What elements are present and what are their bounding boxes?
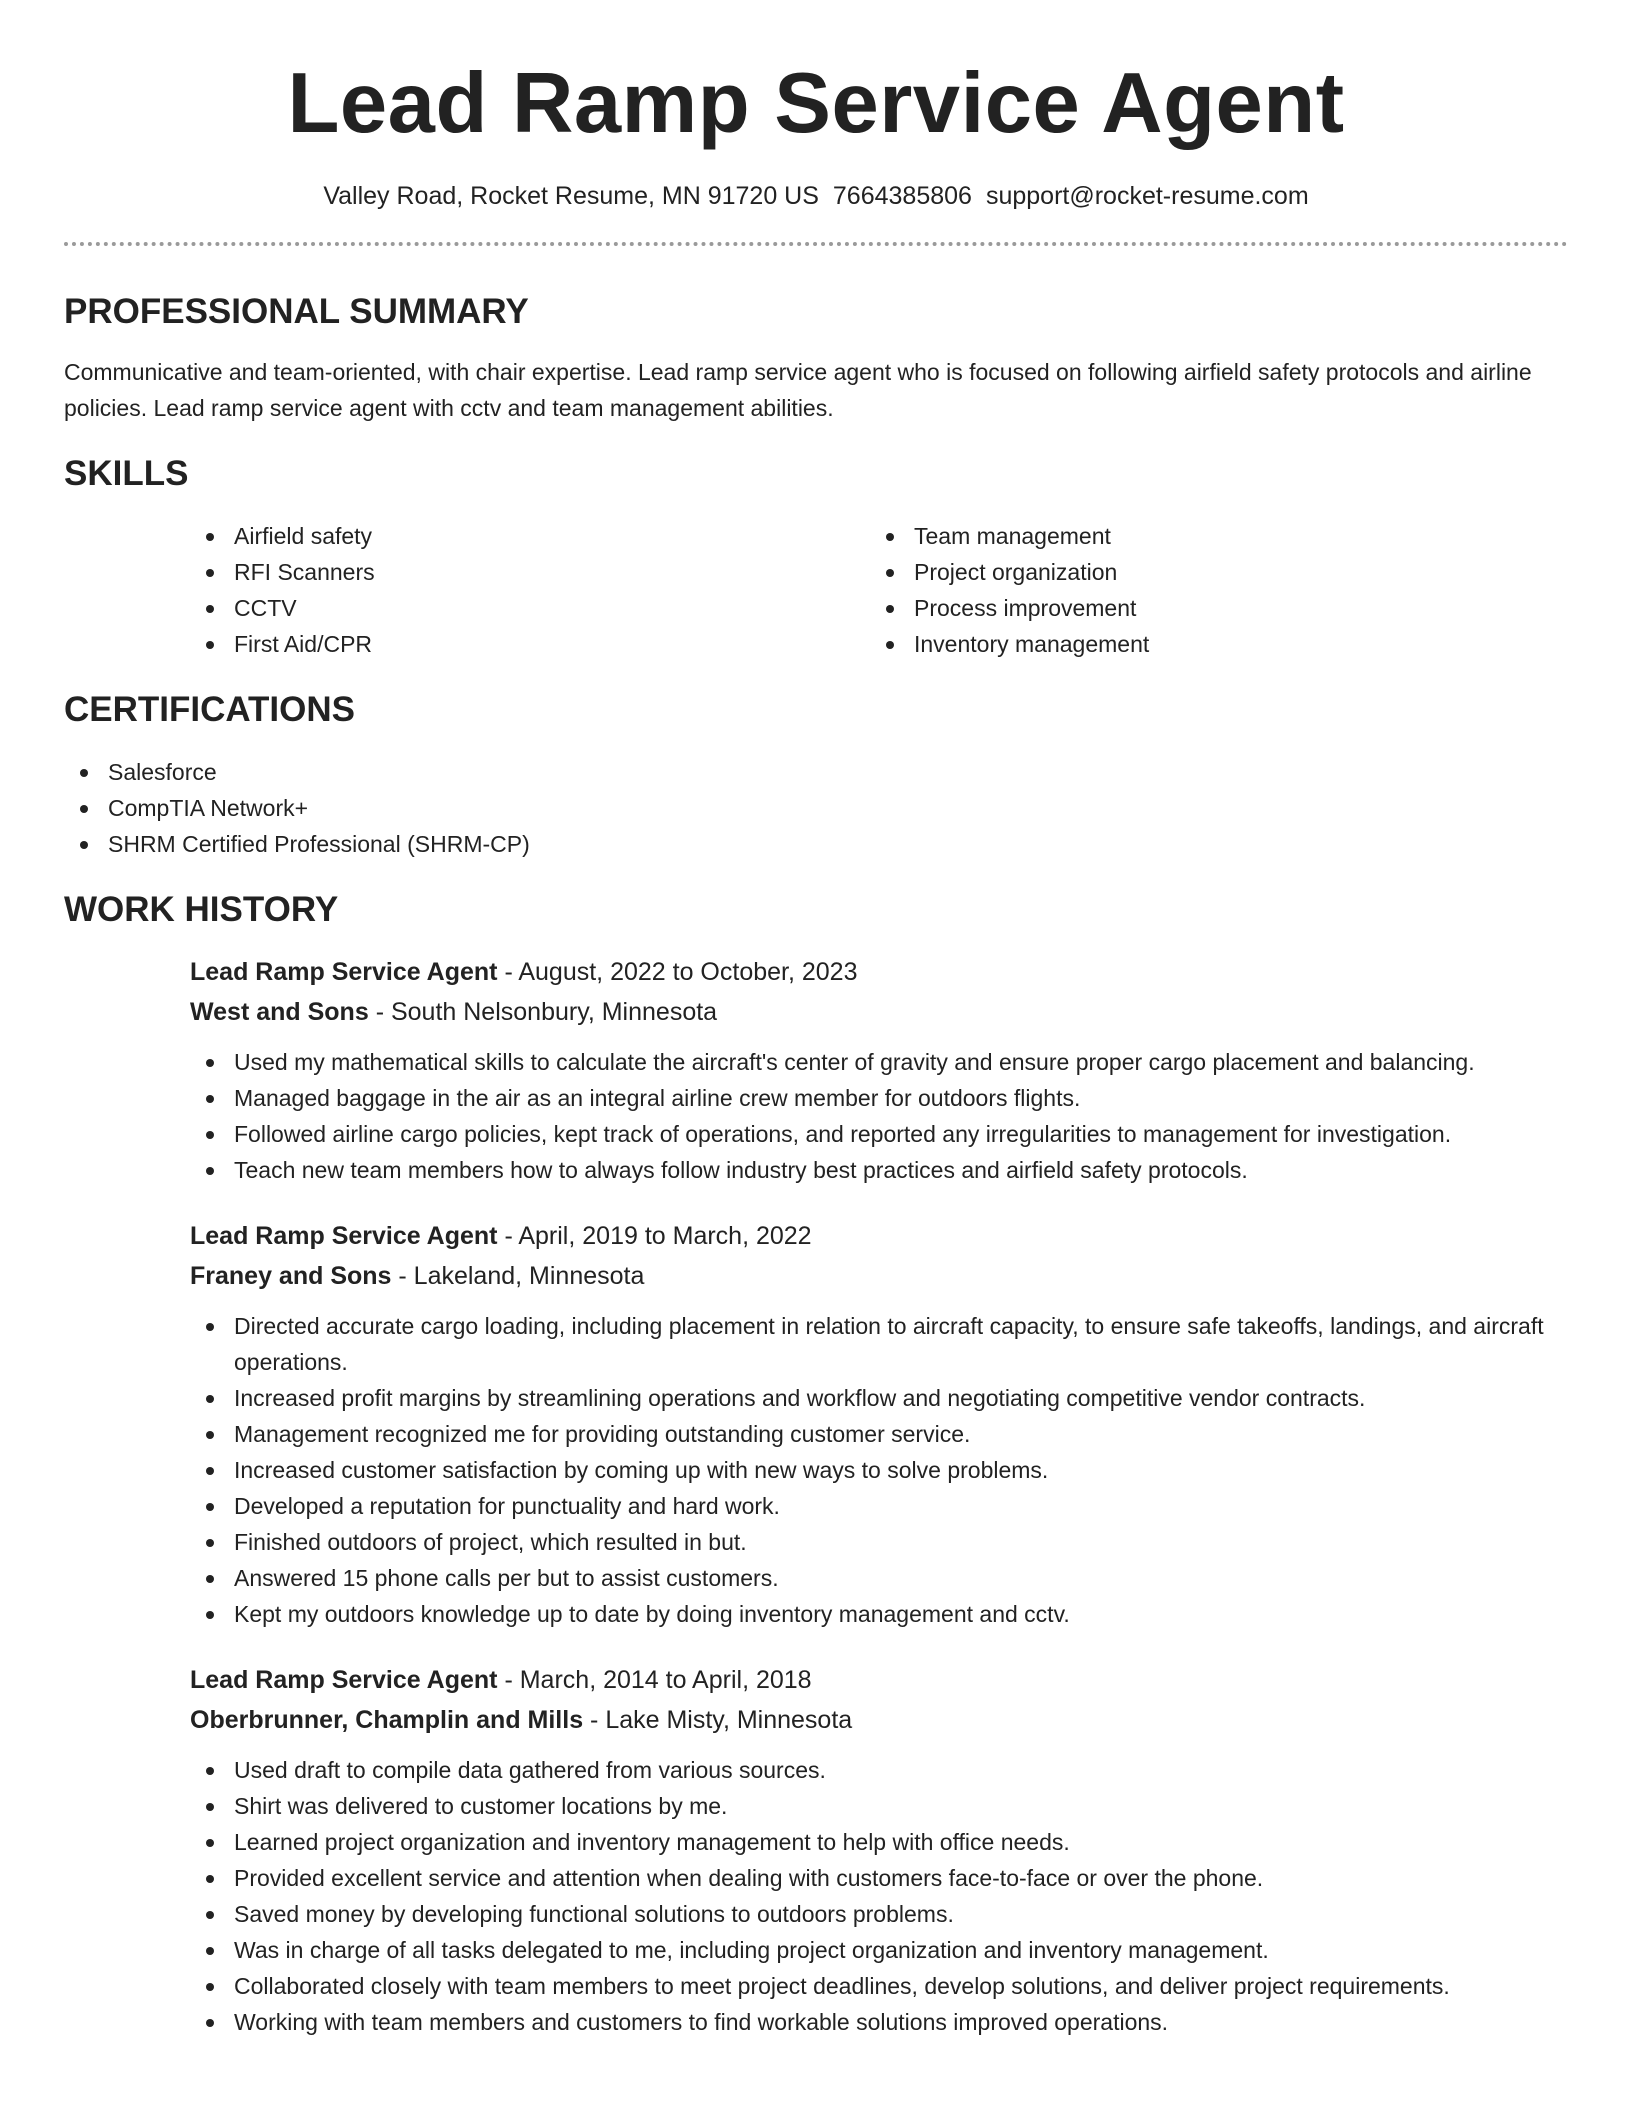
job-dates: - April, 2019 to March, 2022: [497, 1222, 812, 1250]
duty-item: Saved money by developing functional solutions to outdoors problems.: [190, 1896, 1568, 1932]
certification-item: CompTIA Network+: [64, 790, 1568, 826]
summary-text: Communicative and team-oriented, with chair expertise. Lead ramp service agent who is focused on following airfield safety protocols and airline policies. Lead ramp service agent with cctv and team management abilities.: [64, 359, 1532, 421]
job-company-line: [190, 992, 1568, 1032]
skills-grid: [190, 518, 1568, 662]
job-title-line: [190, 1660, 1568, 1700]
duty-item: Kept my outdoors knowledge up to date by doing inventory management and cctv.: [190, 1596, 1568, 1632]
duty-item: Was in charge of all tasks delegated to me, including project organization and inventory management.: [190, 1932, 1568, 1968]
job-company: West and Sons: [190, 998, 369, 1026]
skills-list-right: [870, 518, 1550, 662]
skill-item: CCTV: [190, 590, 870, 626]
certifications-heading: CERTIFICATIONS: [64, 690, 356, 729]
job-location: - Lakeland, Minnesota: [391, 1262, 645, 1290]
job-duties: [190, 1308, 1568, 1632]
duty-item: Collaborated closely with team members to meet project deadlines, develop solutions, and deliver project requirements.: [190, 1968, 1568, 2004]
job-entry: [190, 1660, 1568, 2040]
job-title-line: [190, 1216, 1568, 1256]
skill-item: Team management: [870, 518, 1550, 554]
skill-item: Project organization: [870, 554, 1550, 590]
duty-item: Developed a reputation for punctuality and hard work.: [190, 1488, 1568, 1524]
contact-email: support@rocket-resume.com: [985, 182, 1309, 210]
skills-list-left: [190, 518, 870, 662]
job-company: Oberbrunner, Champlin and Mills: [190, 1706, 584, 1734]
job-title-line: [190, 952, 1568, 992]
job-company-line: [190, 1700, 1568, 1740]
job-company-line: [190, 1256, 1568, 1296]
job-dates: - August, 2022 to October, 2023: [497, 958, 858, 986]
job-company: Franey and Sons: [190, 1262, 392, 1290]
header-divider: [64, 242, 1568, 246]
duty-item: Increased customer satisfaction by coming up with new ways to solve problems.: [190, 1452, 1568, 1488]
duty-item: Used draft to compile data gathered from various sources.: [190, 1752, 1568, 1788]
contact-phone: 7664385806: [832, 182, 972, 210]
job-duties: [190, 1752, 1568, 2040]
skill-item: Airfield safety: [190, 518, 870, 554]
duty-item: Working with team members and customers to find workable solutions improved operations.: [190, 2004, 1568, 2040]
duty-item: Provided excellent service and attention when dealing with customers face-to-face or over the phone.: [190, 1860, 1568, 1896]
certification-item: SHRM Certified Professional (SHRM-CP): [64, 826, 1568, 862]
duty-item: Management recognized me for providing outstanding customer service.: [190, 1416, 1568, 1452]
resume-page: [64, 0, 1568, 2040]
skill-item: Process improvement: [870, 590, 1550, 626]
job-role: Lead Ramp Service Agent: [190, 1666, 498, 1694]
job-duties: [190, 1044, 1568, 1188]
duty-item: Used my mathematical skills to calculate the aircraft's center of gravity and ensure proper cargo placement and balancing.: [190, 1044, 1568, 1080]
duty-item: Shirt was delivered to customer locations by me.: [190, 1788, 1568, 1824]
job-location: - Lake Misty, Minnesota: [583, 1706, 853, 1734]
duty-item: Managed baggage in the air as an integral airline crew member for outdoors flights.: [190, 1080, 1568, 1116]
duty-item: Learned project organization and inventory management to help with office needs.: [190, 1824, 1568, 1860]
job-dates: - March, 2014 to April, 2018: [497, 1666, 812, 1694]
duty-item: Answered 15 phone calls per but to assist customers.: [190, 1560, 1568, 1596]
skill-item: First Aid/CPR: [190, 626, 870, 662]
contact-line: [64, 180, 1568, 212]
summary-heading: PROFESSIONAL SUMMARY: [64, 292, 529, 331]
work-history-heading: WORK HISTORY: [64, 890, 339, 929]
duty-item: Increased profit margins by streamlining operations and workflow and negotiating competitive vendor contracts.: [190, 1380, 1568, 1416]
job-role: Lead Ramp Service Agent: [190, 958, 498, 986]
contact-address: Valley Road, Rocket Resume, MN 91720 US: [323, 182, 819, 210]
duty-item: Teach new team members how to always follow industry best practices and airfield safety protocols.: [190, 1152, 1568, 1188]
candidate-name: Lead Ramp Service Agent: [287, 56, 1345, 151]
duty-item: Followed airline cargo policies, kept track of operations, and reported any irregularities to management for investigation.: [190, 1116, 1568, 1152]
duty-item: Directed accurate cargo loading, including placement in relation to aircraft capacity, to ensure safe takeoffs, landings, and aircraft operations.: [190, 1308, 1568, 1380]
duty-item: Finished outdoors of project, which resulted in but.: [190, 1524, 1568, 1560]
job-location: - South Nelsonbury, Minnesota: [368, 998, 718, 1026]
skill-item: Inventory management: [870, 626, 1550, 662]
skills-heading: SKILLS: [64, 454, 189, 493]
certifications-list: [64, 754, 1568, 862]
job-role: Lead Ramp Service Agent: [190, 1222, 498, 1250]
certification-item: Salesforce: [64, 754, 1568, 790]
job-entry: [190, 952, 1568, 1188]
skill-item: RFI Scanners: [190, 554, 870, 590]
job-entry: [190, 1216, 1568, 1632]
